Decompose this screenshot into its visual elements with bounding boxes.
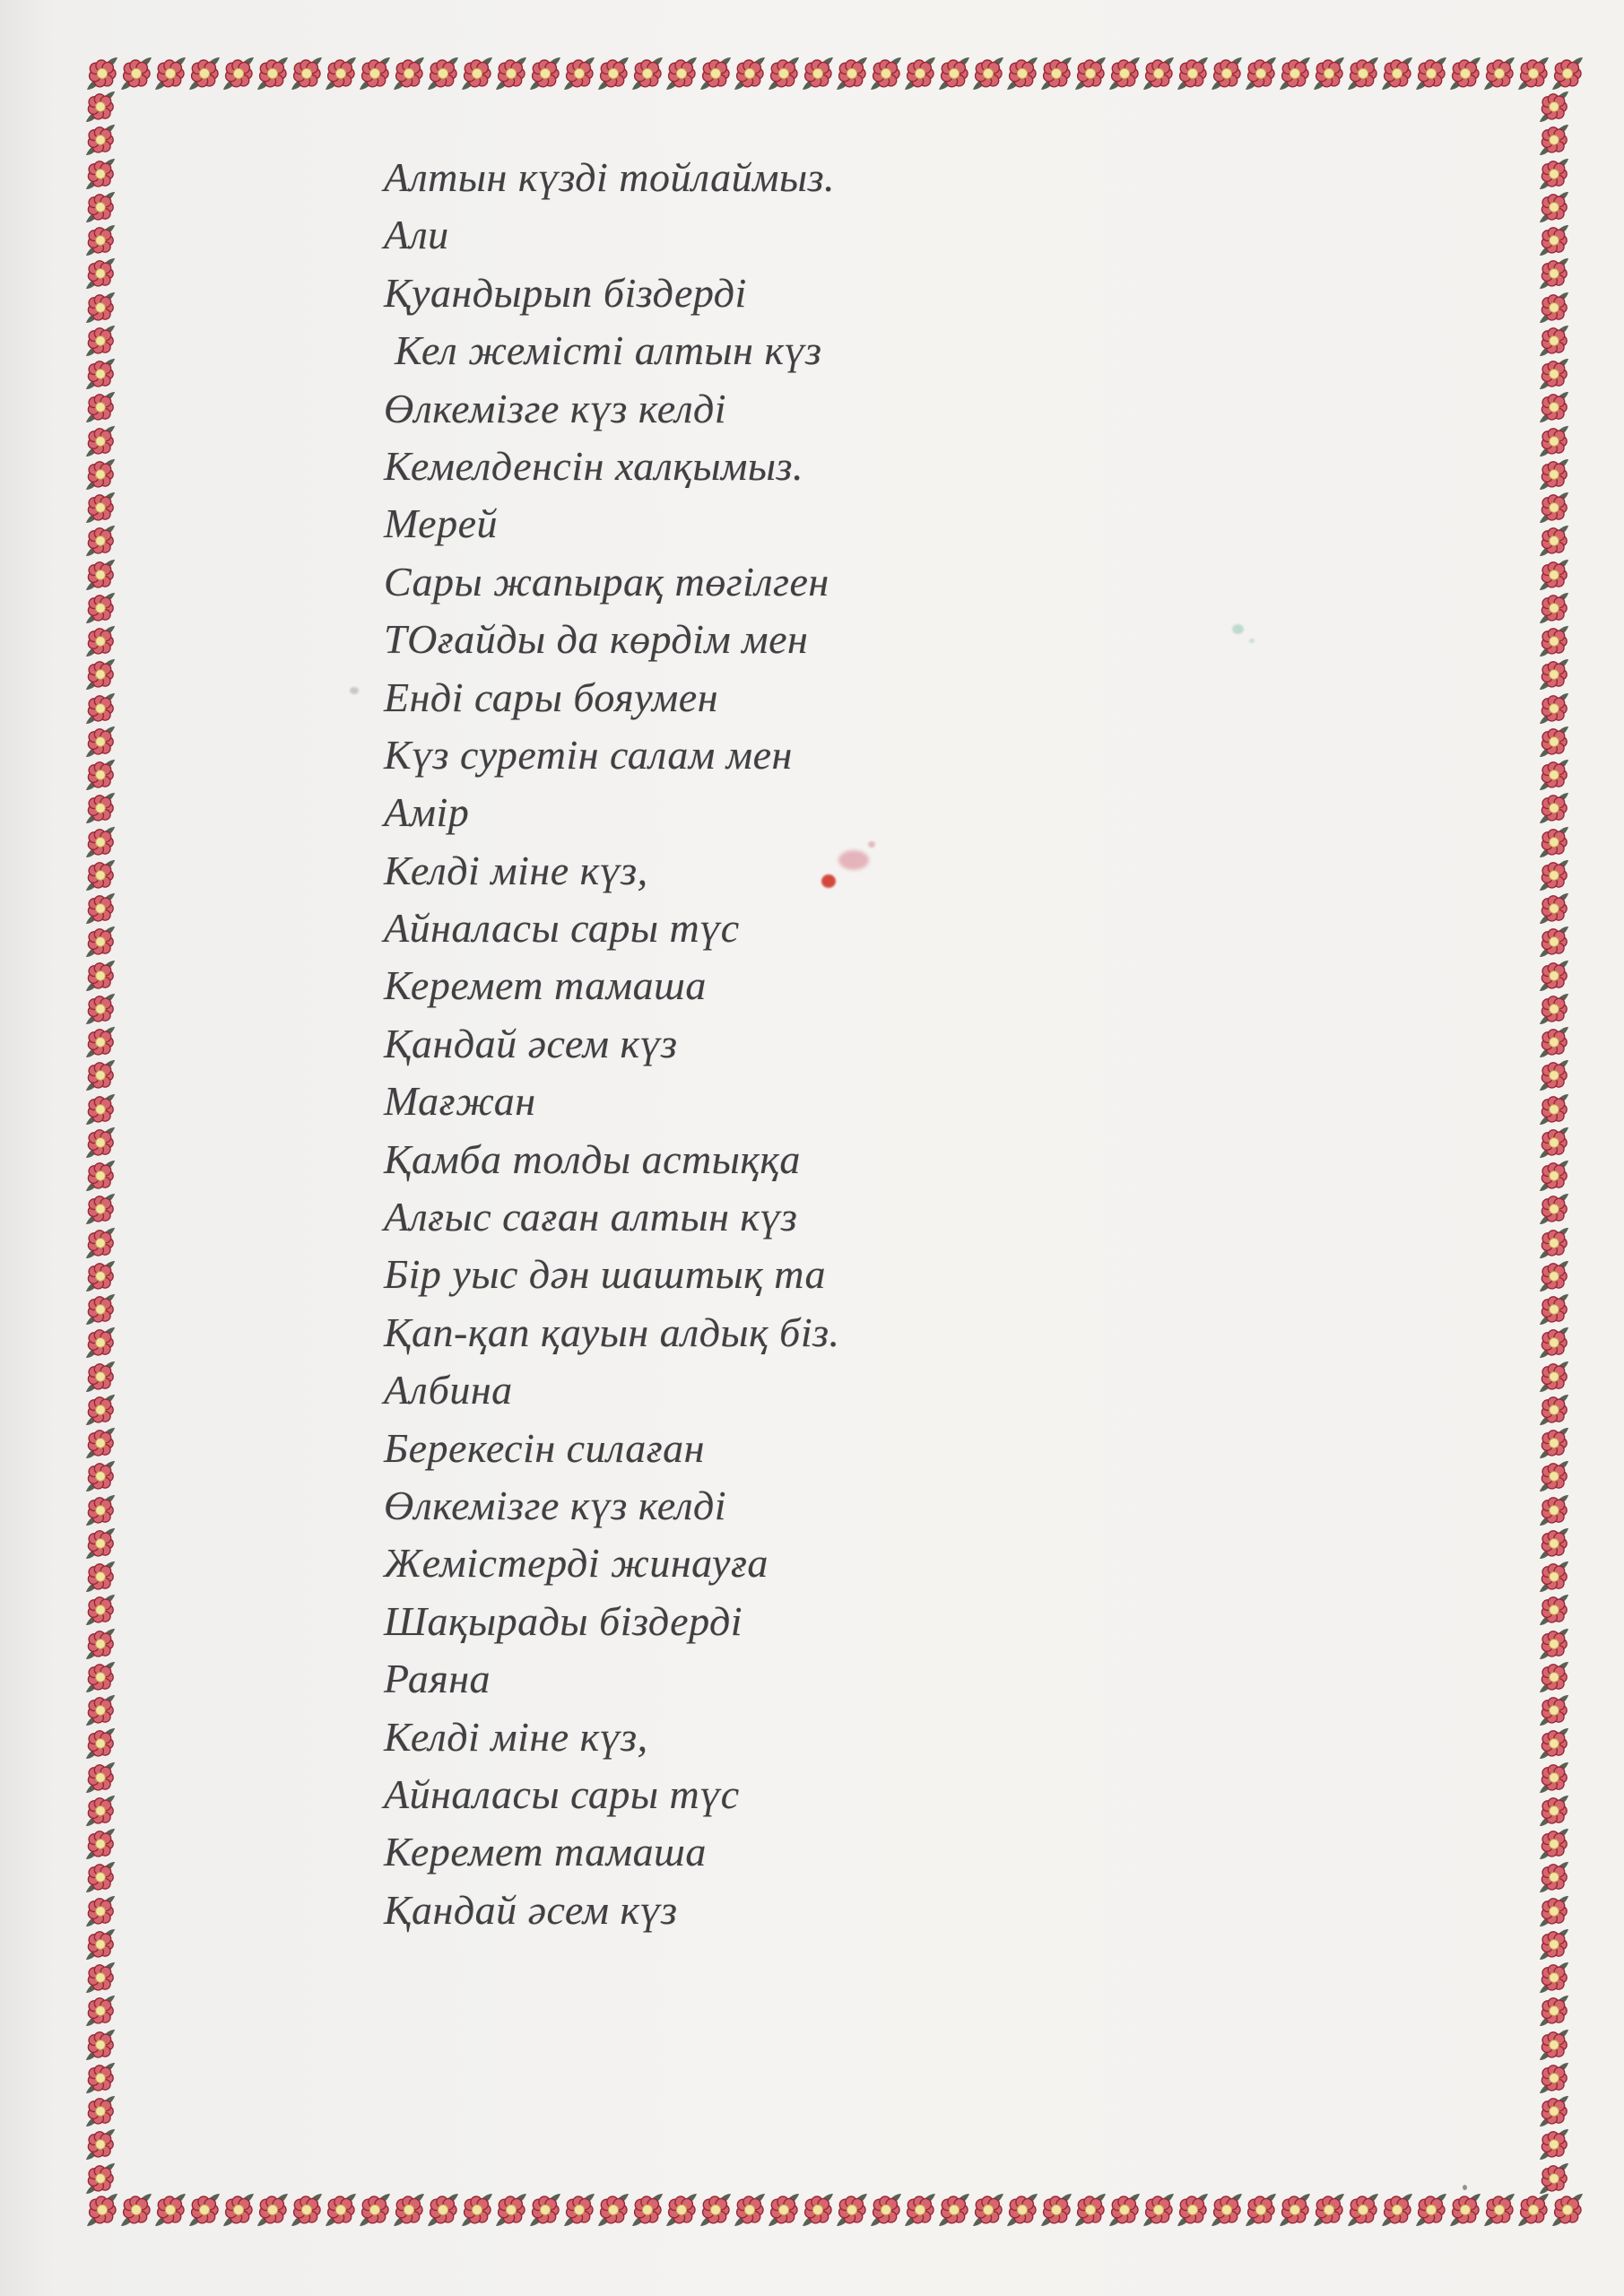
flower-motif-icon (1537, 1026, 1571, 1058)
flower-motif-icon (1537, 960, 1571, 992)
flower-motif-icon (83, 2062, 117, 2094)
flower-motif-icon (290, 57, 324, 91)
flower-motif-icon (1537, 1059, 1571, 1091)
poem-line: Айналасы сары түс (384, 905, 740, 952)
flower-motif-icon (83, 358, 117, 390)
pink-ink-smudge (838, 850, 869, 870)
flower-motif-icon (664, 2193, 699, 2227)
flower-motif-icon (767, 57, 801, 91)
poem-line: Мағжан (384, 1078, 536, 1125)
flower-motif-icon (83, 491, 117, 524)
teal-speck (1232, 624, 1244, 634)
flower-motif-icon (1537, 926, 1571, 958)
flower-motif-icon (1537, 1694, 1571, 1726)
flower-motif-icon (83, 1961, 117, 1994)
flower-motif-icon (83, 1160, 117, 1192)
flower-motif-icon (1537, 1460, 1571, 1492)
flower-motif-icon (1537, 625, 1571, 657)
flower-motif-icon (1537, 826, 1571, 858)
flower-motif-icon (83, 726, 117, 758)
poem-line: Қамба толды астыққа (384, 1135, 801, 1182)
flower-motif-icon (835, 57, 869, 91)
flower-motif-icon (494, 2193, 528, 2227)
flower-motif-icon (83, 759, 117, 791)
flower-motif-icon (83, 1394, 117, 1426)
flower-motif-icon (1537, 1961, 1571, 1994)
flower-motif-icon (83, 792, 117, 824)
flower-motif-icon (1073, 57, 1107, 91)
flower-motif-icon (83, 1727, 117, 1760)
flower-motif-icon (83, 1026, 117, 1058)
flower-motif-icon (83, 1193, 117, 1225)
flower-motif-icon (83, 391, 117, 423)
flower-motif-icon (83, 291, 117, 324)
flower-motif-icon (83, 625, 117, 657)
flower-motif-icon (83, 892, 117, 925)
flower-motif-icon (1537, 2062, 1571, 2094)
flower-motif-icon (869, 2193, 903, 2227)
poem-line: Айналасы сары түс (384, 1770, 740, 1817)
flower-motif-icon (528, 2193, 562, 2227)
flower-motif-icon (1448, 2193, 1482, 2227)
flower-motif-icon (1142, 57, 1176, 91)
teal-speck-small (1249, 639, 1255, 643)
flower-motif-icon (83, 1494, 117, 1526)
flower-motif-icon (801, 57, 835, 91)
flower-motif-icon (1482, 57, 1516, 91)
flower-motif-icon (256, 57, 290, 91)
flower-motif-icon (1516, 57, 1550, 91)
flower-motif-icon (1448, 57, 1482, 91)
poem-line: Албина (384, 1367, 513, 1413)
flower-motif-icon (971, 2193, 1005, 2227)
flower-motif-icon (1516, 2193, 1550, 2227)
flower-motif-icon (358, 57, 392, 91)
flower-motif-icon (1537, 1260, 1571, 1292)
flower-motif-icon (1537, 1561, 1571, 1593)
flower-motif-icon (83, 993, 117, 1025)
flower-motif-icon (426, 2193, 460, 2227)
poem-line: Қап-қап қауын алдық біз. (384, 1309, 840, 1355)
flower-motif-icon (562, 2193, 596, 2227)
flower-motif-icon (1537, 1126, 1571, 1159)
flower-motif-icon (1380, 2193, 1414, 2227)
flower-motif-icon (358, 2193, 392, 2227)
flower-motif-icon (1537, 224, 1571, 257)
poem-line: Келді міне күз, (384, 847, 648, 893)
flower-motif-icon (324, 57, 358, 91)
flower-motif-icon (83, 1761, 117, 1794)
flower-motif-icon (1537, 191, 1571, 223)
flower-motif-icon (1537, 391, 1571, 423)
flower-motif-icon (83, 2162, 117, 2195)
flower-motif-icon (426, 57, 460, 91)
poem-line: Берекесін силаған (384, 1424, 705, 1471)
flower-motif-icon (460, 2193, 494, 2227)
flower-motif-icon (1537, 1995, 1571, 2027)
flower-motif-icon (903, 2193, 937, 2227)
flower-motif-icon (1537, 559, 1571, 591)
flower-motif-icon (1073, 2193, 1107, 2227)
flower-motif-icon (971, 57, 1005, 91)
flower-motif-icon (1537, 1361, 1571, 1393)
flower-motif-icon (1537, 658, 1571, 691)
flower-motif-icon (83, 859, 117, 891)
flower-motif-icon (83, 124, 117, 156)
flower-motif-icon (1278, 57, 1312, 91)
flower-motif-icon (596, 2193, 630, 2227)
poem-line: Кемелденсін халқымыз. (384, 442, 803, 489)
flower-motif-icon (1278, 2193, 1312, 2227)
flower-motif-icon (1380, 57, 1414, 91)
flower-motif-icon (1537, 1895, 1571, 1927)
flower-motif-icon (1537, 358, 1571, 390)
flower-motif-icon (1537, 1795, 1571, 1827)
flower-motif-icon (83, 2095, 117, 2127)
flower-motif-icon (1244, 2193, 1278, 2227)
border-top (85, 57, 1572, 92)
flower-motif-icon (83, 559, 117, 591)
flower-motif-icon (83, 1594, 117, 1626)
flower-motif-icon (1537, 859, 1571, 891)
flower-motif-icon (83, 1694, 117, 1726)
flower-motif-icon (324, 2193, 358, 2227)
flower-motif-icon (1107, 57, 1142, 91)
flower-motif-icon (85, 57, 119, 91)
flower-motif-icon (83, 1059, 117, 1091)
flower-motif-icon (83, 191, 117, 223)
flower-motif-icon (83, 2029, 117, 2061)
flower-motif-icon (1537, 325, 1571, 357)
flower-motif-icon (83, 1126, 117, 1159)
red-ink-dot (821, 874, 836, 888)
flower-motif-icon (83, 1995, 117, 2027)
flower-motif-icon (1537, 1326, 1571, 1359)
flower-motif-icon (1537, 1427, 1571, 1459)
flower-motif-icon (1537, 1494, 1571, 1526)
flower-motif-icon (83, 1561, 117, 1593)
flower-motif-icon (630, 2193, 664, 2227)
flower-motif-icon (1537, 425, 1571, 457)
flower-motif-icon (392, 2193, 426, 2227)
poem-text (384, 149, 840, 1939)
flower-motif-icon (83, 158, 117, 190)
flower-motif-icon (494, 57, 528, 91)
flower-motif-icon (83, 1928, 117, 1961)
flower-motif-icon (1537, 291, 1571, 324)
flower-motif-icon (83, 325, 117, 357)
flower-motif-icon (1537, 91, 1571, 123)
flower-motif-icon (1039, 2193, 1073, 2227)
flower-motif-icon (903, 57, 937, 91)
flower-motif-icon (1537, 158, 1571, 190)
poem-line: Қандай әсем күз (384, 1020, 678, 1066)
flower-motif-icon (1537, 792, 1571, 824)
poem-line: Кел жемісті алтын күз (384, 327, 822, 374)
flower-motif-icon (187, 2193, 221, 2227)
flower-motif-icon (221, 2193, 256, 2227)
flower-motif-icon (83, 926, 117, 958)
dark-speck (1463, 2185, 1467, 2190)
flower-motif-icon (1537, 892, 1571, 925)
flower-motif-icon (153, 57, 187, 91)
flower-motif-icon (1537, 726, 1571, 758)
flower-motif-icon (1537, 1093, 1571, 1126)
flower-motif-icon (1537, 692, 1571, 725)
flower-motif-icon (1414, 2193, 1448, 2227)
flower-motif-icon (1210, 57, 1244, 91)
poem-line: Қандай әсем күз (384, 1886, 678, 1933)
flower-motif-icon (153, 2193, 187, 2227)
flower-motif-icon (83, 826, 117, 858)
poem-line: Өлкемізге күз келді (384, 385, 727, 431)
flower-motif-icon (83, 2128, 117, 2161)
border-left (83, 91, 119, 2195)
flower-motif-icon (83, 1661, 117, 1693)
flower-motif-icon (187, 57, 221, 91)
flower-motif-icon (83, 1260, 117, 1292)
poem-line: Енді сары бояумен (384, 674, 719, 720)
flower-motif-icon (83, 960, 117, 992)
flower-motif-icon (1537, 2162, 1571, 2195)
flower-motif-icon (1005, 57, 1039, 91)
flower-motif-icon (1142, 2193, 1176, 2227)
flower-motif-icon (1537, 1761, 1571, 1794)
poem-line: Мерей (384, 500, 499, 547)
flower-motif-icon (699, 2193, 733, 2227)
flower-motif-icon (256, 2193, 290, 2227)
poem-line: Шақырады біздерді (384, 1597, 743, 1644)
flower-motif-icon (83, 692, 117, 725)
flower-motif-icon (1414, 57, 1448, 91)
flower-motif-icon (83, 1527, 117, 1560)
flower-motif-icon (1550, 2193, 1585, 2227)
flower-motif-icon (733, 2193, 767, 2227)
flower-motif-icon (83, 658, 117, 691)
flower-motif-icon (83, 1628, 117, 1660)
poem-line: Раяна (384, 1656, 491, 1702)
flower-motif-icon (1346, 2193, 1380, 2227)
flower-motif-icon (460, 57, 494, 91)
poem-line: Алтын күзді тойлаймыз. (384, 154, 836, 200)
flower-motif-icon (83, 1460, 117, 1492)
flower-motif-icon (83, 224, 117, 257)
flower-motif-icon (1537, 1394, 1571, 1426)
flower-motif-icon (869, 57, 903, 91)
flower-motif-icon (83, 1093, 117, 1126)
pink-ink-fleck (868, 841, 875, 848)
flower-motif-icon (1107, 2193, 1142, 2227)
flower-motif-icon (1537, 1661, 1571, 1693)
flower-motif-icon (630, 57, 664, 91)
flower-motif-icon (1537, 1828, 1571, 1860)
flower-motif-icon (83, 257, 117, 290)
flower-motif-icon (119, 2193, 153, 2227)
flower-motif-icon (83, 1861, 117, 1893)
flower-motif-icon (83, 91, 117, 123)
flower-motif-icon (562, 57, 596, 91)
flower-motif-icon (83, 1326, 117, 1359)
flower-motif-icon (1537, 1160, 1571, 1192)
flower-motif-icon (1537, 592, 1571, 624)
poem-line: Күз суретін салам мен (384, 731, 793, 778)
poem-line: Керемет тамаша (384, 962, 707, 1009)
flower-motif-icon (1537, 525, 1571, 557)
flower-motif-icon (937, 2193, 971, 2227)
flower-motif-icon (83, 425, 117, 457)
flower-motif-icon (528, 57, 562, 91)
flower-motif-icon (835, 2193, 869, 2227)
flower-motif-icon (1537, 2128, 1571, 2161)
flower-motif-icon (1537, 1527, 1571, 1560)
flower-motif-icon (1482, 2193, 1516, 2227)
flower-motif-icon (1537, 257, 1571, 290)
flower-motif-icon (1537, 1928, 1571, 1961)
flower-motif-icon (1537, 1227, 1571, 1259)
flower-motif-icon (733, 57, 767, 91)
flower-motif-icon (83, 1227, 117, 1259)
flower-motif-icon (83, 458, 117, 491)
flower-motif-icon (1039, 57, 1073, 91)
poem-line: Керемет тамаша (384, 1829, 707, 1875)
flower-motif-icon (119, 57, 153, 91)
flower-motif-icon (290, 2193, 324, 2227)
flower-motif-icon (1210, 2193, 1244, 2227)
flower-motif-icon (83, 1427, 117, 1459)
flower-motif-icon (1537, 759, 1571, 791)
gray-smudge (350, 687, 359, 694)
flower-motif-icon (1176, 57, 1210, 91)
flower-motif-icon (392, 57, 426, 91)
flower-motif-icon (1537, 1861, 1571, 1893)
border-right (1537, 91, 1573, 2195)
poem-line: Али (384, 212, 449, 258)
poem-line: ТОғайды да көрдім мен (384, 616, 809, 663)
flower-motif-icon (1537, 1628, 1571, 1660)
flower-motif-icon (1537, 1293, 1571, 1326)
flower-motif-icon (83, 1828, 117, 1860)
flower-motif-icon (1537, 2029, 1571, 2061)
flower-motif-icon (1244, 57, 1278, 91)
flower-motif-icon (221, 57, 256, 91)
flower-motif-icon (83, 1795, 117, 1827)
flower-motif-icon (937, 57, 971, 91)
flower-motif-icon (1537, 993, 1571, 1025)
flower-motif-icon (1537, 1727, 1571, 1760)
flower-motif-icon (1537, 2095, 1571, 2127)
flower-motif-icon (1346, 57, 1380, 91)
flower-motif-icon (801, 2193, 835, 2227)
flower-motif-icon (83, 592, 117, 624)
flower-motif-icon (1537, 1193, 1571, 1225)
poem-line: Бір уыс дән шаштық та (384, 1251, 827, 1298)
flower-motif-icon (85, 2193, 119, 2227)
flower-motif-icon (83, 1895, 117, 1927)
border-bottom (85, 2193, 1572, 2229)
flower-motif-icon (1312, 2193, 1346, 2227)
poem-line: Амір (384, 789, 470, 836)
flower-motif-icon (1312, 57, 1346, 91)
flower-motif-icon (1005, 2193, 1039, 2227)
poem-line: Қуандырып біздерді (384, 269, 747, 316)
flower-motif-icon (83, 1293, 117, 1326)
flower-motif-icon (1537, 124, 1571, 156)
poem-line: Алғыс саған алтын күз (384, 1194, 798, 1240)
poem-line: Сары жапырақ төгілген (384, 558, 829, 604)
flower-motif-icon (83, 525, 117, 557)
poem-line: Келді міне күз, (384, 1713, 648, 1760)
flower-motif-icon (596, 57, 630, 91)
poem-line: Жемістерді жинауға (384, 1540, 769, 1587)
flower-motif-icon (1537, 491, 1571, 524)
flower-motif-icon (1537, 1594, 1571, 1626)
flower-motif-icon (1176, 2193, 1210, 2227)
flower-motif-icon (664, 57, 699, 91)
flower-motif-icon (1537, 458, 1571, 491)
flower-motif-icon (1550, 57, 1585, 91)
flower-motif-icon (83, 1361, 117, 1393)
flower-motif-icon (699, 57, 733, 91)
poem-line: Өлкемізге күз келді (384, 1482, 727, 1528)
flower-motif-icon (767, 2193, 801, 2227)
